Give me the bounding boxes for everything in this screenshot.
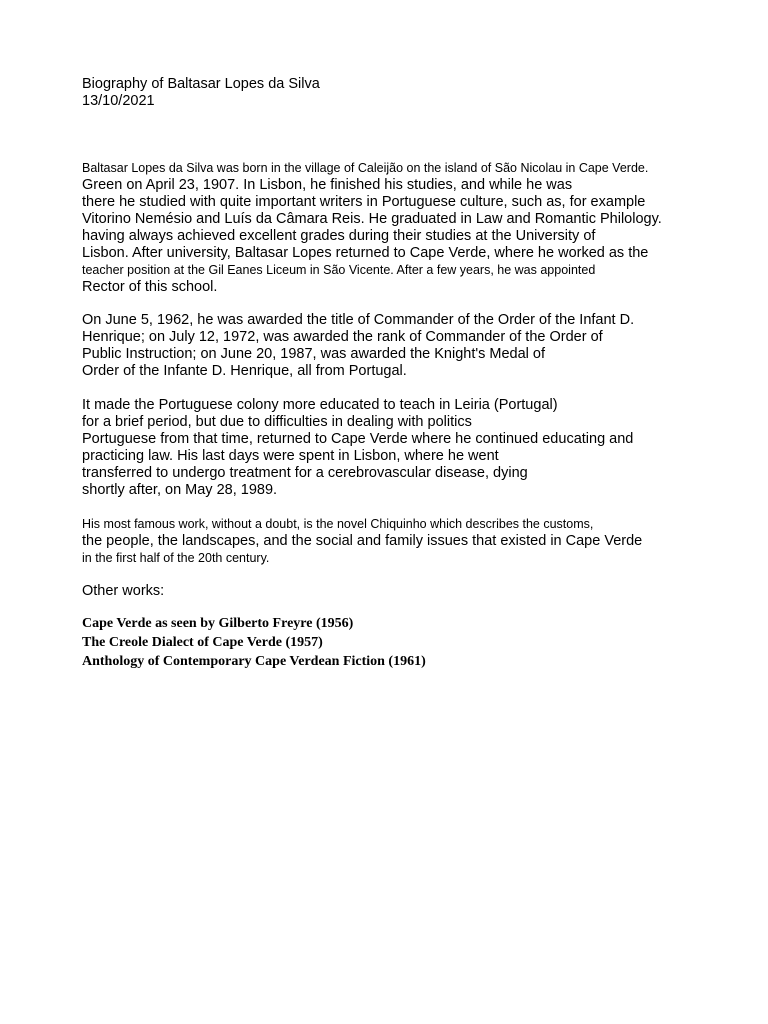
paragraph-line: practicing law. His last days were spent in Lisbon, where he went [82,448,499,464]
list-item: The Creole Dialect of Cape Verde (1957) [82,635,323,650]
list-item: Cape Verde as seen by Gilberto Freyre (1956) [82,616,354,631]
paragraph-line: Lisbon. After university, Baltasar Lopes returned to Cape Verde, where he worked as the [82,245,649,261]
paragraph-line: having always achieved excellent grades during their studies at the University of [82,228,596,244]
paragraph-spacer [82,600,742,614]
document-body [82,160,742,671]
paragraph-line: On June 5, 1962, he was awarded the title of Commander of the Order of the Infant D. [82,312,635,328]
paragraph-line: Public Instruction; on June 20, 1987, was awarded the Knight's Medal of [82,346,546,362]
paragraph-line: Green on April 23, 1907. In Lisbon, he finished his studies, and while he was [82,177,573,193]
other-works-heading: Other works: [82,583,165,599]
document-date: 13/10/2021 [82,93,155,109]
paragraph-spacer [82,296,742,312]
paragraph-line: Baltasar Lopes da Silva was born in the village of Caleijão on the island of São Nicolau in Cape Verde. [82,161,649,175]
paragraph-spacer [82,380,742,397]
paragraph-line: His most famous work, without a doubt, is the novel Chiquinho which describes the customs, [82,517,594,531]
paragraph-line: teacher position at the Gil Eanes Liceum in São Vicente. After a few years, he was appointed [82,263,596,277]
paragraph-spacer [82,499,742,516]
paragraph-later-life [82,397,742,499]
other-works-list [82,614,742,671]
document-header [82,76,320,110]
paragraph-spacer [82,567,742,583]
paragraph-line: in the first half of the 20th century. [82,551,270,565]
paragraph-line: Vitorino Nemésio and Luís da Câmara Reis. He graduated in Law and Romantic Philology. [82,211,662,227]
paragraph-line: Portuguese from that time, returned to Cape Verde where he continued educating and [82,431,634,447]
paragraph-line: for a brief period, but due to difficulties in dealing with politics [82,414,472,430]
paragraph-line: there he studied with quite important writers in Portuguese culture, such as, for example [82,194,646,210]
document-title: Biography of Baltasar Lopes da Silva [82,76,320,92]
paragraph-line: Rector of this school. [82,279,218,295]
paragraph-line: Order of the Infante D. Henrique, all from Portugal. [82,363,407,379]
paragraph-famous-work [82,516,742,567]
list-item: Anthology of Contemporary Cape Verdean Fiction (1961) [82,654,426,669]
paragraph-line: shortly after, on May 28, 1989. [82,482,278,498]
paragraph-birth-education [82,160,742,296]
paragraph-awards [82,312,742,380]
paragraph-line: It made the Portuguese colony more educated to teach in Leiria (Portugal) [82,397,558,413]
paragraph-line: Henrique; on July 12, 1972, was awarded the rank of Commander of the Order of [82,329,603,345]
paragraph-line: transferred to undergo treatment for a cerebrovascular disease, dying [82,465,528,481]
paragraph-line: the people, the landscapes, and the social and family issues that existed in Cape Verde [82,533,643,549]
